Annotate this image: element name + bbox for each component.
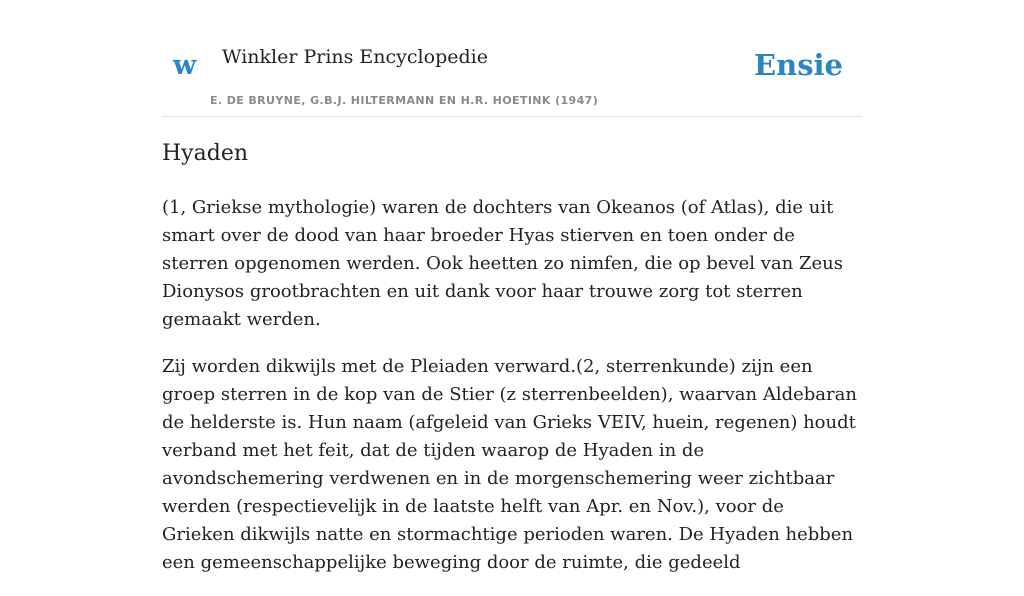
article <box>162 138 862 596</box>
article-paragraph-2: Zij worden dikwijls met de Pleiaden verward.(2, sterrenkunde) zijn een groep sterren in de kop van de Stier (z sterrenbeelden), waarvan Aldebaran de helderste is. Hun naam (afgeleid van Grieks VEIV, huein, regenen) houdt verband met het feit, dat de tijden waarop de Hyaden in de avondschemering verdwenen en in de morgenschemering weer zichtbaar werden (respectievelijk in de laatste helft van Apr. en Nov.), voor de Grieken dikwijls natte en stormachtige perioden waren. De Hyaden hebben een gemeenschappelijke beweging door de ruimte, die gedeeld <box>162 356 857 573</box>
article-title: Hyaden <box>162 141 249 166</box>
site-header <box>162 0 862 117</box>
authors-line: E. DE BRUYNE, G.B.J. HILTERMANN EN H.R. HOETINK (1947) <box>210 94 599 107</box>
site-logo[interactable]: w <box>173 50 197 81</box>
brand-logo[interactable]: Ensie <box>754 48 843 82</box>
article-paragraph-1: (1, Griekse mythologie) waren de dochters van Okeanos (of Atlas), die uit smart over de dood van haar broeder Hyas stierven en toen onder de sterren opgenomen werden. Ook heetten zo nimfen, die op bevel van Zeus Dionysos grootbrachten en uit dank voor haar trouwe zorg tot sterren gemaakt werden. <box>162 197 843 330</box>
site-title[interactable]: Winkler Prins Encyclopedie <box>222 46 488 68</box>
